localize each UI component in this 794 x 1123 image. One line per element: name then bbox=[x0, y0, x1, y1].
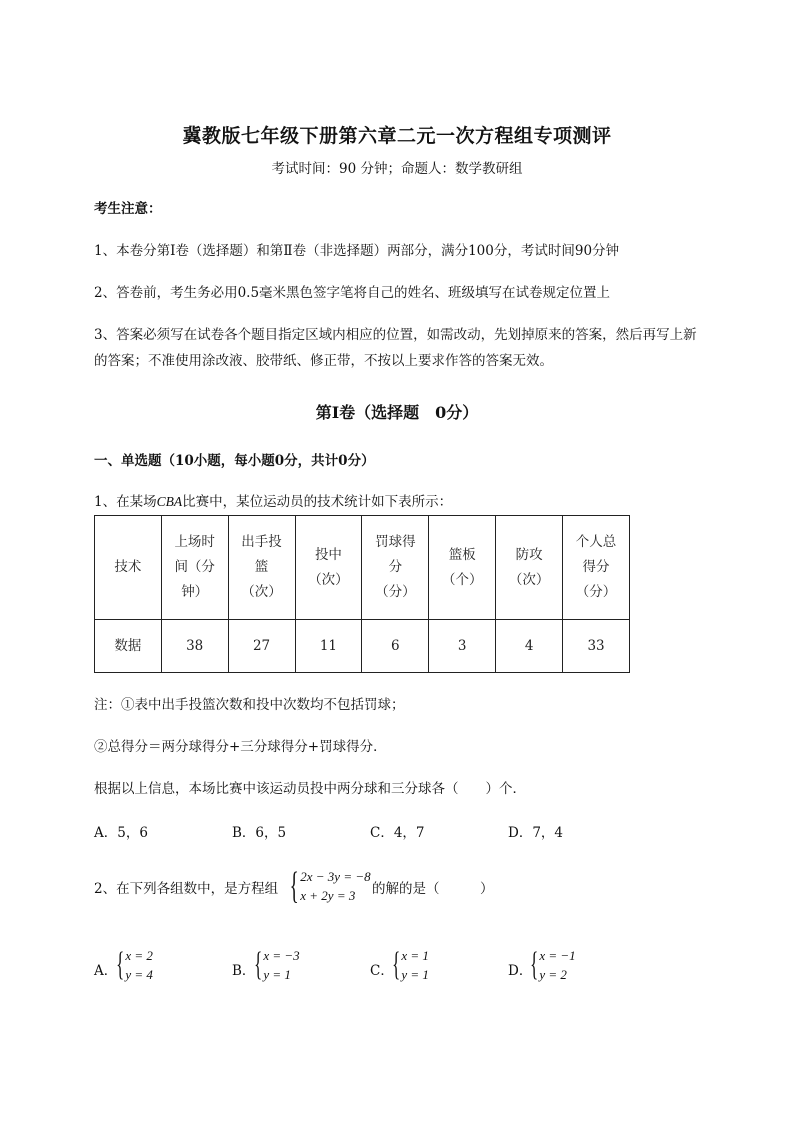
data-cell: 38 bbox=[161, 620, 228, 673]
q1-option-d[interactable]: D．7，4 bbox=[508, 825, 564, 841]
notice-item-1: 1、本卷分第I卷（选择题）和第Ⅱ卷（非选择题）两部分，满分100分，考试时间90分钟 bbox=[94, 243, 620, 259]
data-cell: 4 bbox=[496, 620, 563, 673]
exam-subtitle: 考试时间：90 分钟；命题人：数学教研组 bbox=[271, 161, 523, 177]
notice-item-3-cont: 的答案；不准使用涂改液、胶带纸、修正带，不按以上要求作答的答案无效。 bbox=[94, 353, 553, 369]
header-cell: 出手投 篮 （次） bbox=[228, 516, 295, 620]
header-cell: 个人总 得分 （分） bbox=[563, 516, 630, 620]
q2-equation-system bbox=[285, 867, 371, 905]
data-cell: 33 bbox=[563, 620, 630, 673]
notice-item-3: 3、答案必须写在试卷各个题目指定区域内相应的位置，如需改动，先划掉原来的答案，然后再写上新 bbox=[94, 327, 697, 343]
q2-option-a-label[interactable]: A． bbox=[94, 963, 118, 979]
header-cell: 投中 （次） bbox=[295, 516, 362, 620]
header-cell: 上场时 间（分 钟） bbox=[161, 516, 228, 620]
section-subheading: 一、单选题（10小题，每小题0分，共计0分） bbox=[94, 453, 375, 469]
left-brace-icon: { bbox=[116, 946, 125, 983]
q2-option-b-label[interactable]: B． bbox=[232, 963, 256, 979]
equation-1: 2x − 3y = −8 bbox=[300, 869, 371, 884]
left-brace-icon: { bbox=[254, 946, 263, 983]
notice-heading: 考生注意： bbox=[94, 201, 162, 217]
notice-item-2: 2、答卷前，考生务必用0.5毫米黑色签字笔将自己的姓名、班级填写在试卷规定位置上 bbox=[94, 285, 611, 301]
q1-note-2: ②总得分＝两分球得分+三分球得分+罚球得分． bbox=[94, 739, 387, 755]
data-cell: 27 bbox=[228, 620, 295, 673]
q1-league: CBA bbox=[156, 494, 183, 509]
exam-title: 冀教版七年级下册第六章二元一次方程组专项测评 bbox=[182, 125, 612, 147]
header-cell: 防攻 （次） bbox=[496, 516, 563, 620]
q1-stem: 1、在某场CBA比赛中，某位运动员的技术统计如下表所示： bbox=[94, 494, 453, 510]
left-brace-icon: { bbox=[289, 865, 299, 907]
row-label: 数据 bbox=[95, 620, 162, 673]
q1-note-1: 注：①表中出手投篮次数和投中次数均不包括罚球； bbox=[94, 697, 405, 713]
q1-option-a[interactable]: A．5，6 bbox=[94, 825, 148, 841]
header-cell: 罚球得 分 （分） bbox=[362, 516, 429, 620]
q2-option-d[interactable]: { x = −1 y = 2 bbox=[530, 946, 576, 983]
q2-stem-prefix: 2、在下列各组数中，是方程组 bbox=[94, 881, 279, 897]
stats-header-row bbox=[95, 516, 630, 620]
left-brace-icon: { bbox=[530, 946, 539, 983]
q2-option-c-label[interactable]: C． bbox=[370, 963, 394, 979]
stats-table bbox=[94, 515, 630, 673]
data-cell: 11 bbox=[295, 620, 362, 673]
q2-option-b[interactable]: { x = −3 y = 1 bbox=[254, 946, 300, 983]
q2-stem-suffix: 的解的是（ ） bbox=[372, 881, 494, 897]
left-brace-icon: { bbox=[392, 946, 401, 983]
q1-option-c[interactable]: C．4，7 bbox=[370, 825, 425, 841]
header-cell: 篮板 （个） bbox=[429, 516, 496, 620]
header-cell: 技术 bbox=[95, 516, 162, 620]
stats-data-row bbox=[95, 620, 630, 673]
equation-2: x + 2y = 3 bbox=[300, 888, 356, 903]
q2-option-d-label[interactable]: D． bbox=[508, 963, 533, 979]
section-title: 第I卷（选择题 0分） bbox=[315, 403, 479, 422]
data-cell: 6 bbox=[362, 620, 429, 673]
q1-question: 根据以上信息，本场比赛中该运动员投中两分球和三分球各（ ）个． bbox=[94, 781, 526, 797]
data-cell: 3 bbox=[429, 620, 496, 673]
q1-option-b[interactable]: B．6，5 bbox=[232, 825, 287, 841]
q2-option-c[interactable]: { x = 1 y = 1 bbox=[392, 946, 429, 983]
q2-option-a[interactable]: { x = 2 y = 4 bbox=[116, 946, 153, 983]
